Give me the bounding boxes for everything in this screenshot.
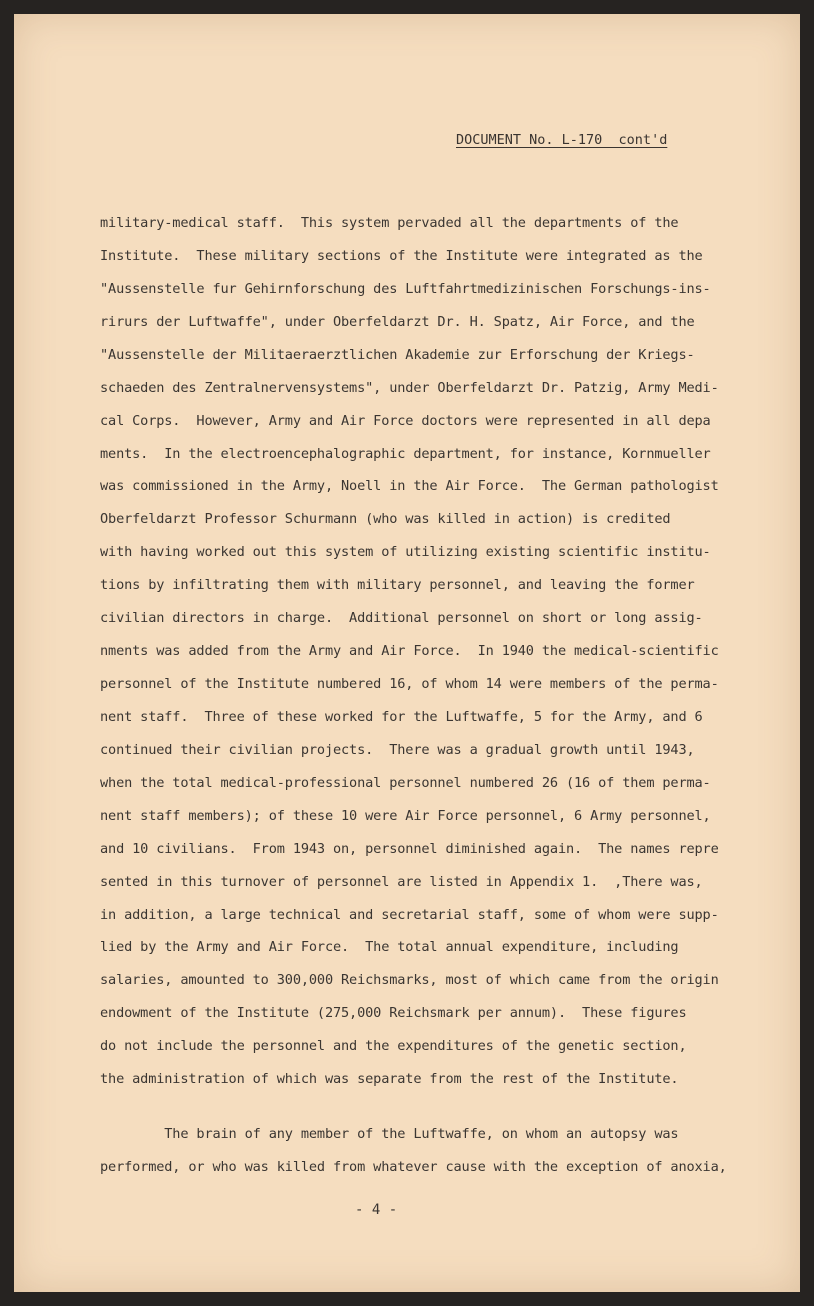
text-line: tions by infiltrating them with military personnel, and leaving the former (100, 577, 695, 594)
text-line: endowment of the Institute (275,000 Reichsmark per annum). These figures (100, 1005, 687, 1022)
text-line: continued their civilian projects. There was a gradual growth until 1943, (100, 741, 695, 758)
text-line: nments was added from the Army and Air Force. In 1940 the medical-scientific (100, 643, 719, 660)
text-line: do not include the personnel and the expenditures of the genetic section, (100, 1038, 687, 1055)
text-line: sented in this turnover of personnel are listed in Appendix 1. ,There was, (100, 873, 703, 890)
text-line: was commissioned in the Army, Noell in the Air Force. The German pathologist (100, 478, 719, 495)
text-line: lied by the Army and Air Force. The total annual expenditure, including (100, 939, 679, 956)
text-line: schaeden des Zentralnervensystems", under Oberfeldarzt Dr. Patzig, Army Medi- (100, 379, 719, 396)
text-line: when the total medical-professional personnel numbered 26 (16 of them perma- (100, 774, 711, 791)
document-number-header: DOCUMENT No. L-170 cont'd (456, 132, 668, 148)
text-line: ments. In the electroencephalographic department, for instance, Kornmueller (100, 445, 711, 462)
document-page (14, 14, 800, 1292)
text-line: nent staff members); of these 10 were Air Force personnel, 6 Army personnel, (100, 807, 711, 824)
text-line: Institute. These military sections of the Institute were integrated as the (100, 247, 703, 264)
text-line: salaries, amounted to 300,000 Reichsmarks, most of which came from the origin (100, 972, 719, 989)
text-line: and 10 civilians. From 1943 on, personnel diminished again. The names repre (100, 840, 719, 857)
text-line: with having worked out this system of utilizing existing scientific institu- (100, 544, 711, 561)
page-number: - 4 - (355, 1202, 398, 1218)
text-line: personnel of the Institute numbered 16, of whom 14 were members of the perma- (100, 676, 719, 693)
text-line: in addition, a large technical and secretarial staff, some of whom were supp- (100, 906, 719, 923)
text-line: The brain of any member of the Luftwaffe, on whom an autopsy was (100, 1126, 679, 1142)
text-line: military-medical staff. This system pervaded all the departments of the (100, 215, 679, 231)
text-line: rirurs der Luftwaffe", under Oberfeldarzt Dr. H. Spatz, Air Force, and the (100, 313, 695, 330)
text-line: "Aussenstelle der Militaeraerztlichen Akademie zur Erforschung der Kriegs- (100, 346, 695, 363)
text-line: nent staff. Three of these worked for the Luftwaffe, 5 for the Army, and 6 (100, 708, 703, 725)
text-line: the administration of which was separate from the rest of the Institute. (100, 1071, 679, 1088)
text-line: cal Corps. However, Army and Air Force doctors were represented in all depa (100, 412, 711, 429)
text-line: Oberfeldarzt Professor Schurmann (who was killed in action) is credited (100, 511, 671, 528)
text-line: "Aussenstelle fur Gehirnforschung des Luftfahrtmedizinischen Forschungs-ins- (100, 280, 711, 297)
text-line: civilian directors in charge. Additional personnel on short or long assig- (100, 610, 703, 627)
text-line: performed, or who was killed from whatever cause with the exception of anoxia, (100, 1158, 727, 1175)
